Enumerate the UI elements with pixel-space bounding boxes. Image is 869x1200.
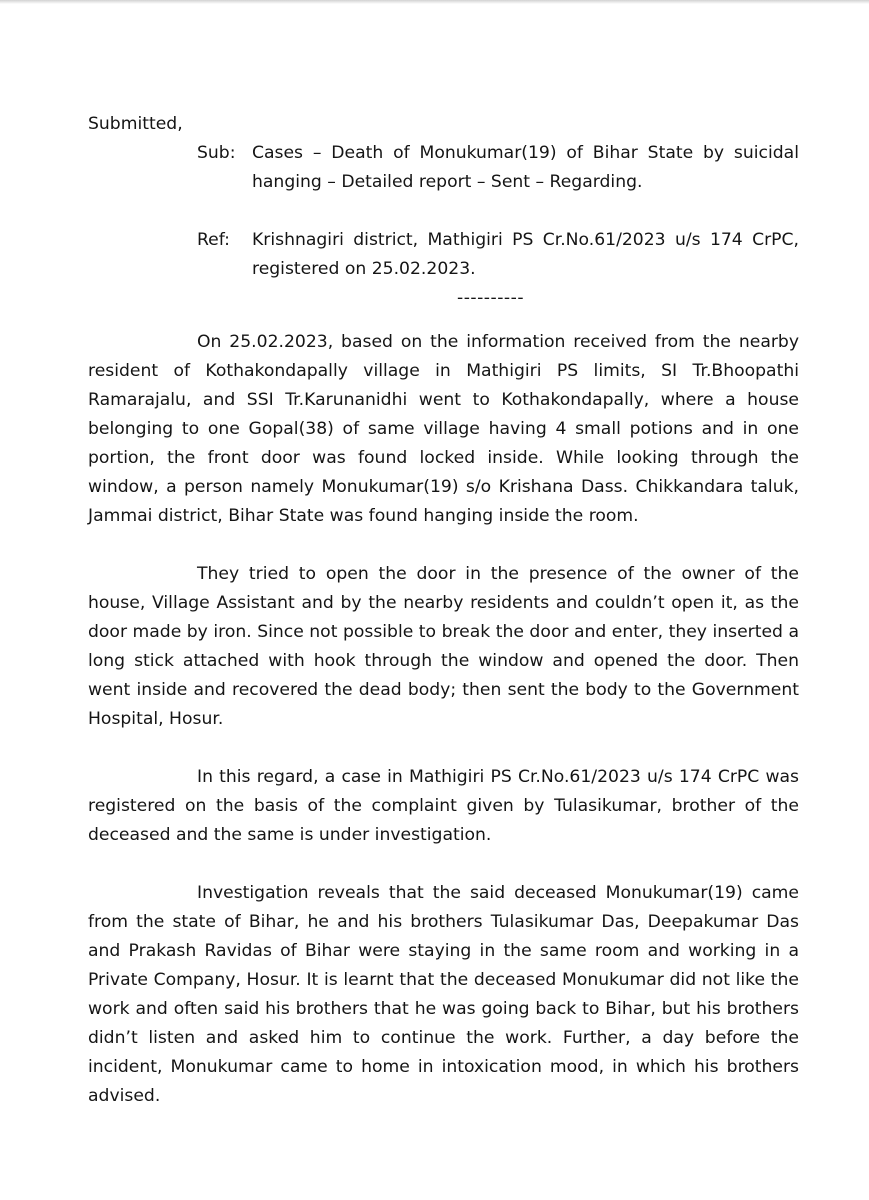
subject-text: Cases – Death of Monukumar(19) of Bihar State by suicidal hanging – Detailed report – Sent – Regarding. — [252, 143, 799, 192]
separator-dashes: ---------- — [457, 288, 525, 308]
page-top-edge — [0, 0, 869, 4]
reference-text: Krishnagiri district, Mathigiri PS Cr.No.61/2023 u/s 174 CrPC, registered on 25.02.2023. — [252, 230, 799, 279]
salutation: Submitted, — [88, 114, 183, 134]
paragraph-investigation: Investigation reveals that the said deceased Monukumar(19) came from the state of Bihar, he and his brothers Tulasikumar Das, Deepakumar Das and Prakash Ravidas of Bihar were staying in the same room and working in a Private Company, Hosur. It is learnt that the deceased Monukumar did not like the work and often said his brothers that he was going back to Bihar, but his brothers didn’t listen and asked him to continue the work. Further, a day before the incident, Monukumar came to home in intoxication mood, in which his brothers advised. — [88, 883, 799, 1106]
paragraph-case-registration: In this regard, a case in Mathigiri PS Cr.No.61/2023 u/s 174 CrPC was registered on the basis of the complaint given by Tulasikumar, brother of the deceased and the same is under investigation. — [88, 767, 799, 845]
paragraph-incident: On 25.02.2023, based on the information received from the nearby resident of Kothakondapally village in Mathigiri PS limits, SI Tr.Bhoopathi Ramarajalu, and SSI Tr.Karunanidhi went to Kothakondapally, where a house belonging to one Gopal(38) of same village having 4 small potions and in one portion, the front door was found locked inside. While looking through the window, a person namely Monukumar(19) s/o Krishana Dass. Chikkandara taluk, Jammai district, Bihar State was found hanging inside the room. — [88, 332, 799, 526]
reference-line — [197, 226, 799, 284]
report-document — [88, 110, 799, 1111]
subject-line — [197, 139, 799, 197]
paragraph-recovery: They tried to open the door in the presence of the owner of the house, Village Assistant and by the nearby residents and couldn’t open it, as the door made by iron. Since not possible to break the door and enter, they inserted a long stick attached with hook through the window and opened the door. Then went inside and recovered the dead body; then sent the body to the Government Hospital, Hosur. — [88, 564, 799, 729]
reference-label: Ref: — [197, 230, 230, 250]
subject-label: Sub: — [197, 143, 236, 163]
